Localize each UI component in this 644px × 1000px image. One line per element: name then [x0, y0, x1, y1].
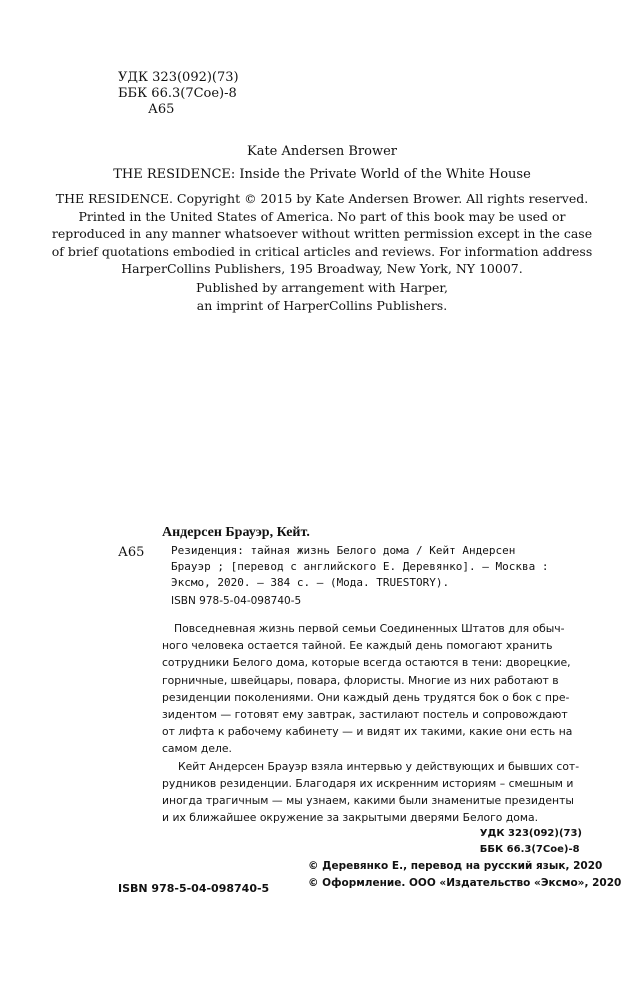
annotation-line: от лифта к рабочему кабинету — и видят их такими, какие они есть на — [162, 725, 573, 739]
design-copyright: © Оформление. ООО «Издательство «Эксмо», 2020 — [308, 877, 622, 889]
original-author: Kate Andersen Brower — [246, 144, 397, 159]
copyright-line: HarperCollins Publishers, 195 Broadway, New York, NY 10007. — [121, 261, 523, 276]
footer-isbn: ISBN 978-5-04-098740-5 — [118, 882, 270, 895]
copyright-line: Printed in the United States of America. No part of this book may be used or — [78, 208, 566, 224]
annotation-line: самом деле. — [162, 742, 232, 756]
copyright-line: reproduced in any manner whatsoever without written permission except in the case — [51, 226, 593, 241]
catalog-codes-bottom — [480, 826, 582, 858]
catalog-entry — [162, 525, 582, 826]
annotation-line: зидентом — готовят ему завтрак, застилают постель и сопровождают — [162, 708, 568, 722]
publication-arrangement — [0, 279, 644, 314]
author-code: А65 — [148, 102, 175, 117]
annotation-line: сотрудники Белого дома, которые всегда остаются в тени: дворецкие, — [162, 656, 571, 670]
annotation-line: резиденции поколениями. Они каждый день трудятся бок о бок с пре- — [162, 690, 570, 704]
classification-codes — [118, 70, 239, 118]
copyright-line: THE RESIDENCE. Copyright © 2015 by Kate Andersen Brower. All rights reserved. — [55, 191, 589, 206]
catalog-isbn: ISBN 978-5-04-098740-5 — [171, 595, 302, 607]
annotation-line: горничные, швейцары, повара, флористы. Многие из них работают в — [162, 673, 559, 687]
translation-copyright: © Деревянко Е., перевод на русский язык, 2020 — [308, 860, 603, 872]
annotation — [162, 620, 582, 826]
catalog-author-code: А65 — [118, 545, 145, 560]
original-title: THE RESIDENCE: Inside the Private World of the White House — [113, 167, 531, 182]
copyright-line: of brief quotations embodied in critical articles and reviews. For information address — [51, 243, 593, 259]
annotation-line: Кейт Андерсен Брауэр взяла интервью у действующих и бывших сот- — [178, 759, 580, 773]
catalog-heading: Андерсен Брауэр, Кейт. — [162, 525, 310, 540]
published-line: an imprint of HarperCollins Publishers. — [196, 297, 448, 313]
udk-code: УДК 323(092)(73) — [118, 70, 239, 85]
udk-code-bottom: УДК 323(092)(73) — [479, 828, 582, 839]
bibliographic-line: Резиденция: тайная жизнь Белого дома / Кейт Андерсен — [171, 544, 516, 557]
bibliographic-line: Брауэр ; [перевод с английского Е. Деревянко]. — Москва : — [171, 560, 549, 573]
annotation-line: рудников резиденции. Благодаря их искренним историям – смешным и — [162, 776, 574, 790]
annotation-line: и их ближайшее окружение за закрытыми дверями Белого дома. — [162, 811, 539, 825]
bibliographic-line: Эксмо, 2020. — 384 с. — (Мода. TRUESTORY). — [171, 576, 450, 589]
bbk-code: ББК 66.3(7Сое)-8 — [118, 86, 237, 101]
bbk-code-bottom: ББК 66.3(7Сое)-8 — [479, 844, 580, 855]
footer-copyrights — [308, 858, 621, 892]
annotation-line: иногда трагичным — мы узнаем, какими были знаменитые президенты — [162, 794, 574, 808]
published-line: Published by arrangement with Harper, — [196, 280, 448, 295]
annotation-line: ного человека остается тайной. Ее каждый день помогают хранить — [162, 639, 553, 653]
copyright-notice — [0, 190, 644, 278]
annotation-line: Повседневная жизнь первой семьи Соединенных Штатов для обыч- — [174, 622, 565, 635]
